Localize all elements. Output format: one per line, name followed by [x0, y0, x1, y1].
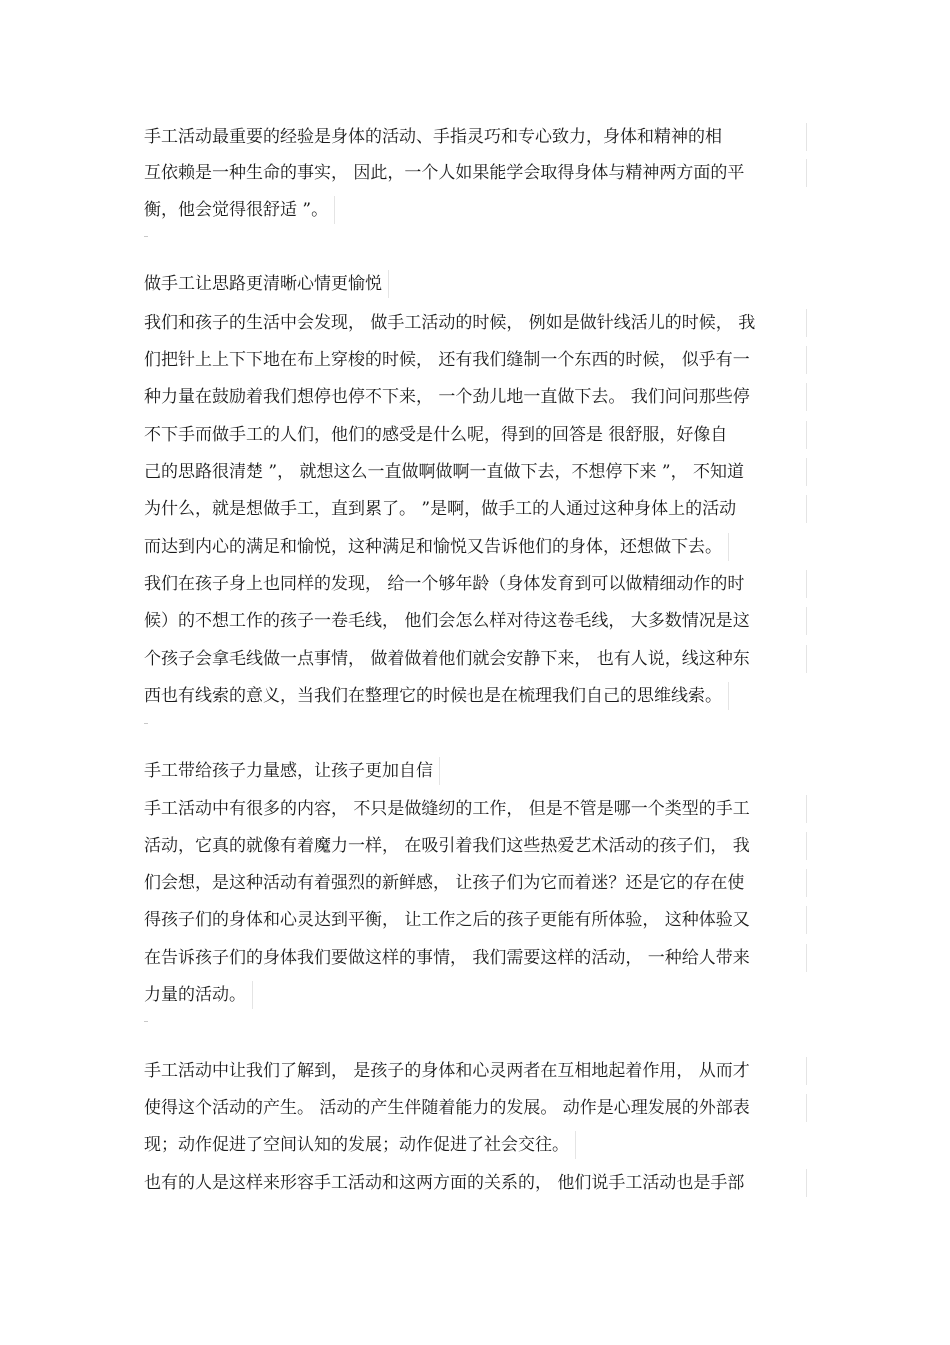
paragraph-line: 衡，他会觉得很舒适 ”。	[144, 196, 335, 224]
paragraph-line: 不下手而做手工的人们，他们的感受是什么呢，得到的回答是 很舒服，好像自	[144, 421, 807, 449]
paragraph-line: 们把针上上下下地在布上穿梭的时候， 还有我们缝制一个东西的时候， 似乎有一	[144, 346, 807, 374]
paragraph-line: 现；动作促进了空间认知的发展；动作促进了社会交往。	[144, 1131, 576, 1159]
paragraph-line: 己的思路很清楚 ”， 就想这么一直做啊做啊一直做下去，不想停下来 ”， 不知道	[144, 458, 807, 486]
paragraph-line: 我们在孩子身上也同样的发现， 给一个够年龄（身体发育到可以做精细动作的时	[144, 570, 807, 598]
paragraph-line: 手工活动最重要的经验是身体的活动、手指灵巧和专心致力，身体和精神的相	[144, 123, 807, 151]
line-marker	[144, 1021, 148, 1022]
paragraph-line: 活动，它真的就像有着魔力一样， 在吸引着我们这些热爱艺术活动的孩子们， 我	[144, 832, 807, 860]
paragraph-line: 使得这个活动的产生。 活动的产生伴随着能力的发展。 动作是心理发展的外部表	[144, 1094, 807, 1122]
paragraph-line: 为什么，就是想做手工，直到累了。 ”是啊，做手工的人通过这种身体上的活动	[144, 495, 807, 523]
section-heading: 做手工让思路更清晰心情更愉悦	[144, 270, 389, 298]
paragraph-line: 而达到内心的满足和愉悦，这种满足和愉悦又告诉他们的身体，还想做下去。	[144, 533, 729, 561]
paragraph-line: 在告诉孩子们的身体我们要做这样的事情， 我们需要这样的活动， 一种给人带来	[144, 944, 807, 972]
paragraph-line: 们会想，是这种活动有着强烈的新鲜感， 让孩子们为它而着迷？还是它的存在使	[144, 869, 807, 897]
section-heading: 手工带给孩子力量感，让孩子更加自信	[144, 757, 440, 785]
paragraph-line: 手工活动中有很多的内容， 不只是做缝纫的工作， 但是不管是哪一个类型的手工	[144, 795, 807, 823]
paragraph-line: 个孩子会拿毛线做一点事情， 做着做着他们就会安静下来， 也有人说，线这种东	[144, 645, 807, 673]
paragraph-line: 互依赖是一种生命的事实， 因此，一个人如果能学会取得身体与精神两方面的平	[144, 159, 807, 187]
paragraph-line: 候）的不想工作的孩子一卷毛线， 他们会怎么样对待这卷毛线， 大多数情况是这	[144, 607, 807, 635]
line-marker	[144, 723, 148, 724]
line-marker	[144, 236, 148, 237]
paragraph-line: 力量的活动。	[144, 981, 253, 1009]
paragraph-line: 得孩子们的身体和心灵达到平衡， 让工作之后的孩子更能有所体验， 这种体验又	[144, 906, 807, 934]
paragraph-line: 我们和孩子的生活中会发现， 做手工活动的时候， 例如是做针线活儿的时候， 我	[144, 309, 807, 337]
paragraph-line: 西也有线索的意义，当我们在整理它的时候也是在梳理我们自己的思维线索。	[144, 682, 729, 710]
paragraph-line: 手工活动中让我们了解到， 是孩子的身体和心灵两者在互相地起着作用， 从而才	[144, 1057, 807, 1085]
paragraph-line: 也有的人是这样来形容手工活动和这两方面的关系的， 他们说手工活动也是手部	[144, 1169, 807, 1197]
paragraph-line: 种力量在鼓励着我们想停也停不下来， 一个劲儿地一直做下去。 我们问问那些停	[144, 383, 807, 411]
